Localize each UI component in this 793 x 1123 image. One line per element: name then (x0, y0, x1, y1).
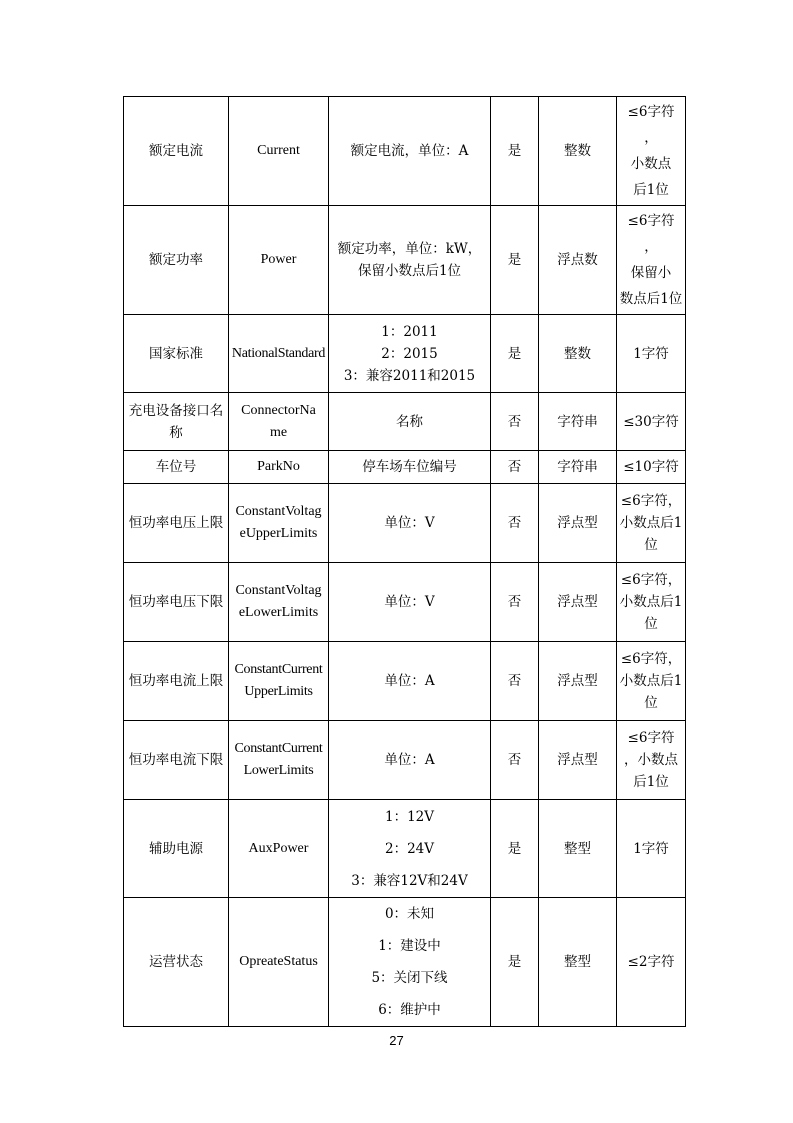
field-name-cell: 恒功率电压上限 (124, 484, 229, 563)
field-description-cell: 单位：V (329, 484, 491, 563)
field-type-cell: 字符串 (539, 451, 617, 484)
table-row (124, 206, 686, 315)
field-type-cell: 整数 (539, 97, 617, 206)
field-description-cell: 额定功率，单位：kW， 保留小数点后1位 (329, 206, 491, 315)
field-code-cell: OpreateStatus (229, 898, 329, 1027)
field-name-cell: 恒功率电压下限 (124, 563, 229, 642)
field-length-cell: ≤2字符 (617, 898, 686, 1027)
field-code-cell: Power (229, 206, 329, 315)
field-required-cell: 否 (491, 393, 539, 451)
table-row (124, 97, 686, 206)
field-description-cell: 1：12V 2：24V 3：兼容12V和24V (329, 800, 491, 898)
field-code-cell: ConstantVoltag eLowerLimits (229, 563, 329, 642)
field-name-cell: 恒功率电流下限 (124, 721, 229, 800)
field-type-cell: 浮点数 (539, 206, 617, 315)
field-description-cell: 单位：V (329, 563, 491, 642)
field-length-cell: ≤10字符 (617, 451, 686, 484)
field-name-cell: 充电设备接口名 称 (124, 393, 229, 451)
field-required-cell: 否 (491, 642, 539, 721)
field-description-cell: 额定电流，单位：A (329, 97, 491, 206)
table-row (124, 451, 686, 484)
field-required-cell: 是 (491, 800, 539, 898)
field-code-cell: ConstantCurrent UpperLimits (229, 642, 329, 721)
table-row (124, 563, 686, 642)
field-description-cell: 0：未知 1：建设中 5：关闭下线 6：维护中 (329, 898, 491, 1027)
field-spec-table (123, 96, 686, 1027)
table-row (124, 484, 686, 563)
field-name-cell: 国家标准 (124, 315, 229, 393)
page-number: 27 (389, 1033, 404, 1048)
field-name-cell: 运营状态 (124, 898, 229, 1027)
table-row (124, 315, 686, 393)
field-name-cell: 车位号 (124, 451, 229, 484)
field-code-cell: ParkNo (229, 451, 329, 484)
field-type-cell: 字符串 (539, 393, 617, 451)
table-row (124, 642, 686, 721)
table-row (124, 898, 686, 1027)
field-code-cell: NationalStandard (229, 315, 329, 393)
field-length-cell: 1字符 (617, 315, 686, 393)
field-required-cell: 是 (491, 315, 539, 393)
table-row (124, 721, 686, 800)
field-length-cell: ≤30字符 (617, 393, 686, 451)
field-description-cell: 单位：A (329, 721, 491, 800)
field-required-cell: 否 (491, 484, 539, 563)
field-name-cell: 额定功率 (124, 206, 229, 315)
field-name-cell: 辅助电源 (124, 800, 229, 898)
field-required-cell: 否 (491, 721, 539, 800)
field-code-cell: Current (229, 97, 329, 206)
field-name-cell: 额定电流 (124, 97, 229, 206)
field-length-cell: ≤6字符， 小数点后1 位 (617, 484, 686, 563)
table-row (124, 800, 686, 898)
field-name-cell: 恒功率电流上限 (124, 642, 229, 721)
field-required-cell: 否 (491, 563, 539, 642)
field-length-cell: ≤6字符 ， 保留小 数点后1位 (617, 206, 686, 315)
table-row (124, 393, 686, 451)
field-length-cell: ≤6字符 ，小数点 后1位 (617, 721, 686, 800)
field-type-cell: 整型 (539, 800, 617, 898)
field-type-cell: 浮点型 (539, 484, 617, 563)
field-length-cell: ≤6字符 ， 小数点 后1位 (617, 97, 686, 206)
field-description-cell: 1：2011 2：2015 3：兼容2011和2015 (329, 315, 491, 393)
field-required-cell: 是 (491, 898, 539, 1027)
field-required-cell: 是 (491, 206, 539, 315)
field-description-cell: 名称 (329, 393, 491, 451)
field-description-cell: 单位：A (329, 642, 491, 721)
field-type-cell: 浮点型 (539, 721, 617, 800)
field-type-cell: 整数 (539, 315, 617, 393)
field-length-cell: ≤6字符， 小数点后1 位 (617, 563, 686, 642)
field-length-cell: ≤6字符， 小数点后1 位 (617, 642, 686, 721)
field-required-cell: 否 (491, 451, 539, 484)
field-type-cell: 整型 (539, 898, 617, 1027)
field-length-cell: 1字符 (617, 800, 686, 898)
field-type-cell: 浮点型 (539, 642, 617, 721)
field-description-cell: 停车场车位编号 (329, 451, 491, 484)
field-type-cell: 浮点型 (539, 563, 617, 642)
field-code-cell: ConstantVoltag eUpperLimits (229, 484, 329, 563)
field-required-cell: 是 (491, 97, 539, 206)
field-code-cell: ConnectorNa me (229, 393, 329, 451)
field-code-cell: ConstantCurrent LowerLimits (229, 721, 329, 800)
field-code-cell: AuxPower (229, 800, 329, 898)
